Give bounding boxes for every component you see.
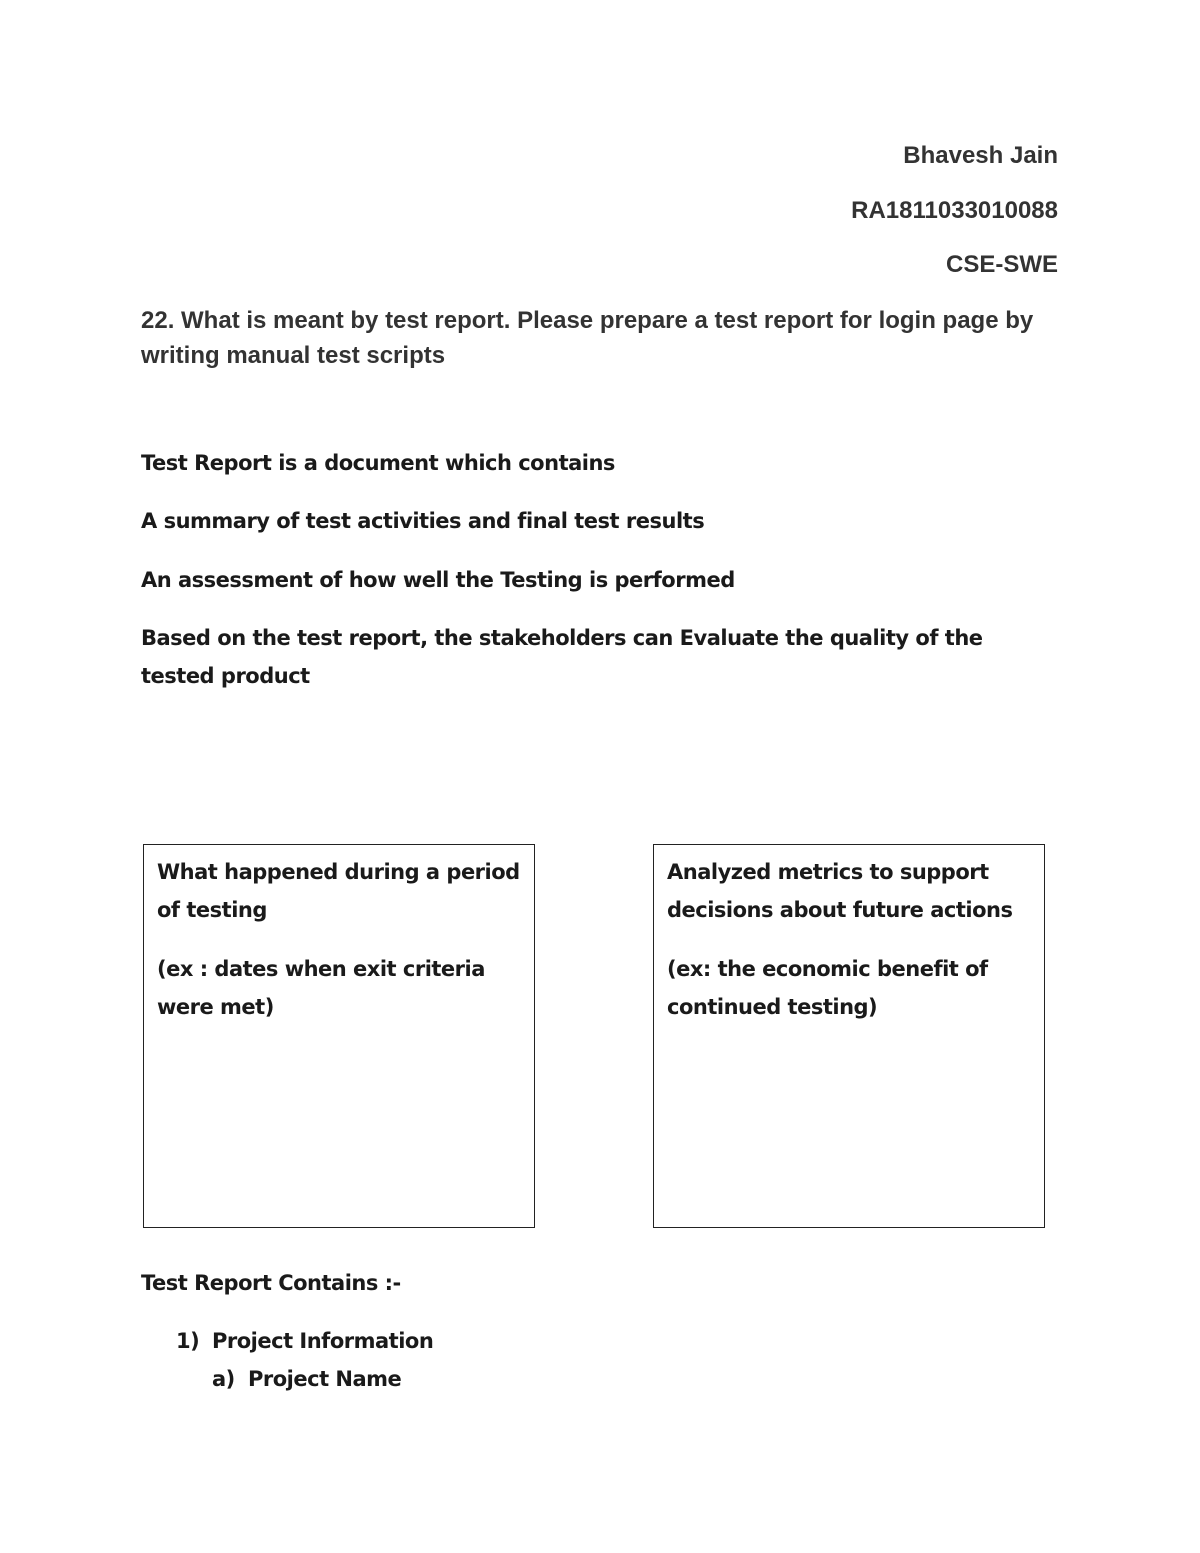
evaluation-paragraph: Based on the test report, the stakeholders can Evaluate the quality of the tested product: [141, 626, 983, 688]
intro-paragraph: Test Report is a document which contains: [141, 451, 615, 475]
registration-number: RA1811033010088: [851, 197, 1058, 224]
summary-paragraph: A summary of test activities and final test results: [141, 509, 705, 533]
testing-period-text: What happened during a period of testing: [157, 860, 520, 922]
contents-heading: Test Report Contains :-: [141, 1271, 401, 1295]
list-subitem: [212, 1360, 401, 1398]
list-subitem-label: Project Name: [248, 1367, 402, 1391]
testing-period-box: [143, 844, 535, 1228]
list-item: [176, 1322, 433, 1360]
author-name: Bhavesh Jain: [903, 142, 1058, 169]
list-item-label: Project Information: [212, 1329, 434, 1353]
question-heading: 22. What is meant by test report. Please prepare a test report for login page by writing manual test scripts: [141, 307, 1034, 369]
testing-period-example: (ex : dates when exit criteria were met): [157, 957, 485, 1019]
metrics-text: Analyzed metrics to support decisions about future actions: [667, 860, 1013, 922]
metrics-example: (ex: the economic benefit of continued testing): [667, 957, 988, 1019]
assessment-paragraph: An assessment of how well the Testing is performed: [141, 568, 735, 592]
list-marker: 1): [176, 1329, 200, 1353]
department: CSE-SWE: [945, 251, 1058, 278]
list-marker: a): [212, 1367, 235, 1391]
metrics-box: [653, 844, 1045, 1228]
